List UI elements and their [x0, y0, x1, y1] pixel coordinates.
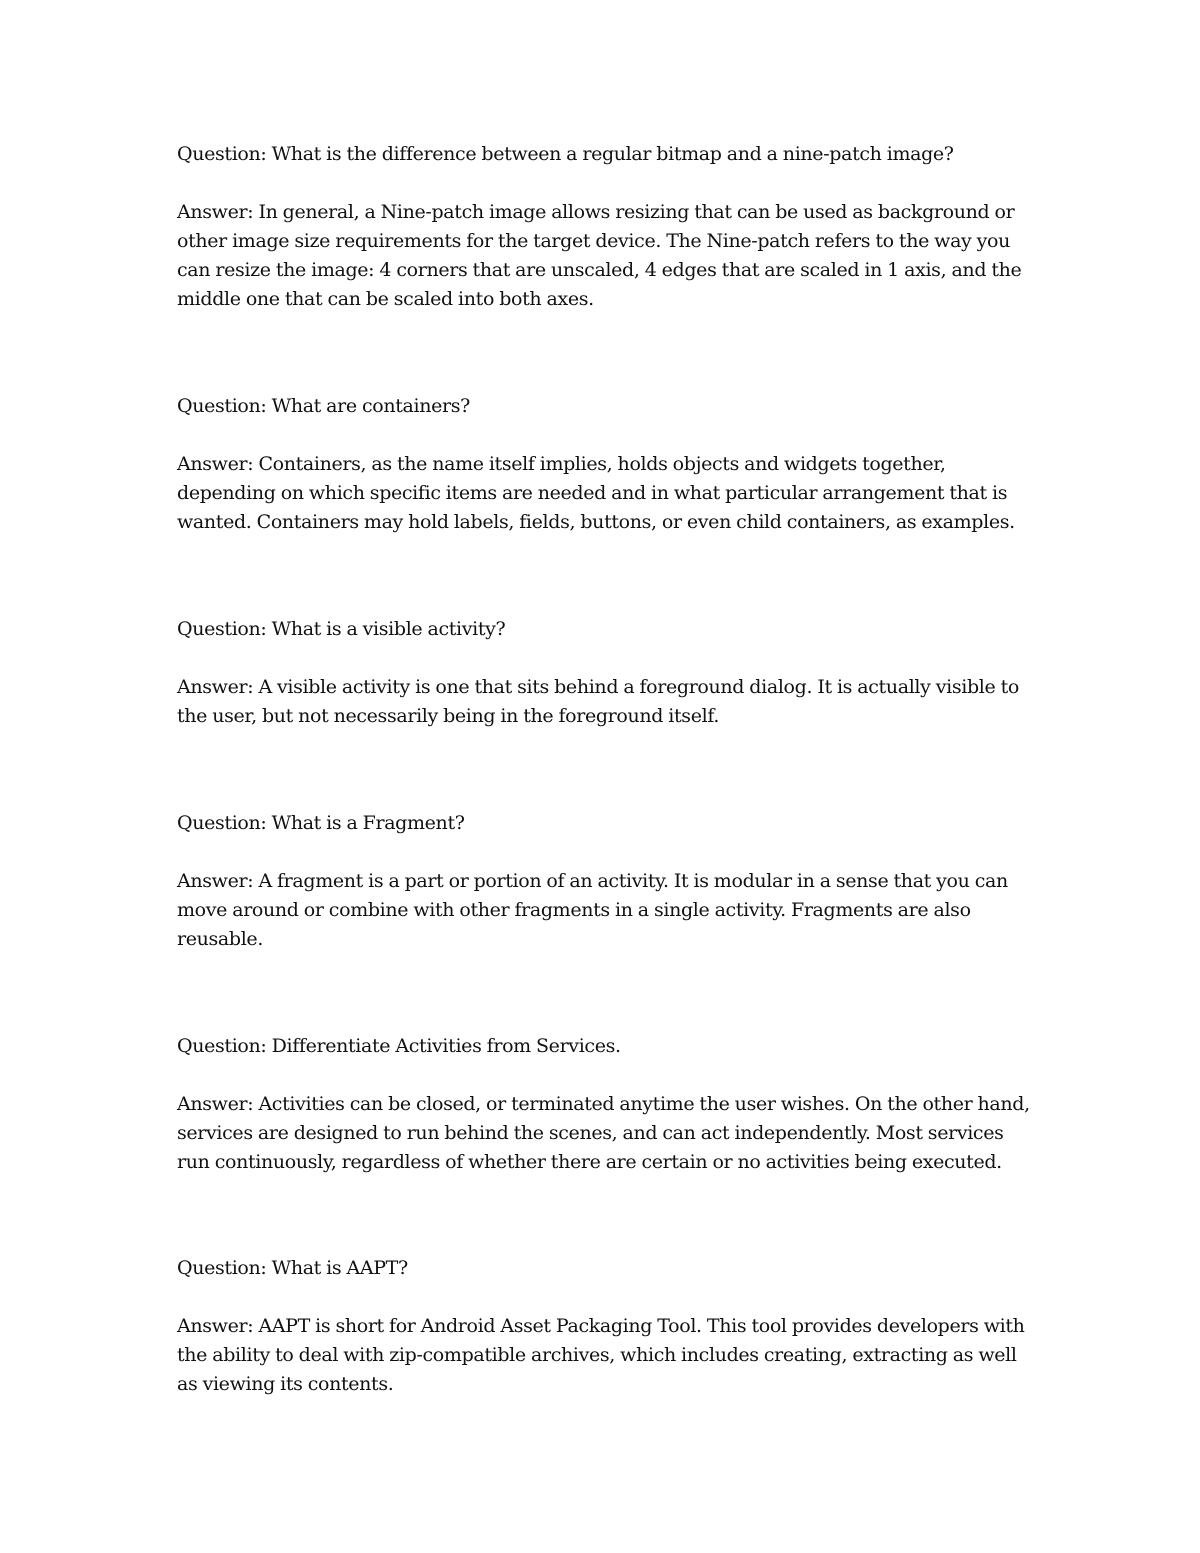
answer-text: Answer: Containers, as the name itself implies, holds objects and widgets together, depending on which specific items are needed and in what particular arrangement that is wanted. Containers may hold labels, fields, buttons, or even child containers, as examples. — [177, 453, 1015, 533]
question-text: Question: Differentiate Activities from Services. — [177, 1035, 621, 1057]
question-text: Question: What is AAPT? — [177, 1257, 408, 1279]
question-text: Question: What are containers? — [177, 395, 470, 417]
question-text: Question: What is a Fragment? — [177, 812, 465, 834]
answer-text: Answer: Activities can be closed, or terminated anytime the user wishes. On the other hand, services are designed to run behind the scenes, and can act independently. Most services run continuously, regardless of whether there are certain or no activities being executed. — [177, 1093, 1030, 1173]
qa-block — [177, 392, 1037, 537]
answer-text: Answer: AAPT is short for Android Asset Packaging Tool. This tool provides developers with the ability to deal with zip-compatible archives, which includes creating, extracting as well as viewing its contents. — [177, 1315, 1025, 1395]
qa-block — [177, 1254, 1037, 1399]
answer-text: Answer: A visible activity is one that sits behind a foreground dialog. It is actually visible to the user, but not necessarily being in the foreground itself. — [177, 676, 1019, 727]
qa-block — [177, 615, 1037, 731]
qa-block — [177, 140, 1037, 314]
qa-block — [177, 1032, 1037, 1177]
question-text: Question: What is a visible activity? — [177, 618, 506, 640]
answer-text: Answer: A fragment is a part or portion of an activity. It is modular in a sense that you can move around or combine with other fragments in a single activity. Fragments are also reusable. — [177, 870, 1008, 950]
answer-text: Answer: In general, a Nine-patch image allows resizing that can be used as background or other image size requirements for the target device. The Nine-patch refers to the way you can resize the image: 4 corners that are unscaled, 4 edges that are scaled in 1 axis, and the middle one that can be scaled into both axes. — [177, 201, 1022, 310]
qa-block — [177, 809, 1037, 954]
question-text: Question: What is the difference between a regular bitmap and a nine-patch image? — [177, 143, 954, 165]
